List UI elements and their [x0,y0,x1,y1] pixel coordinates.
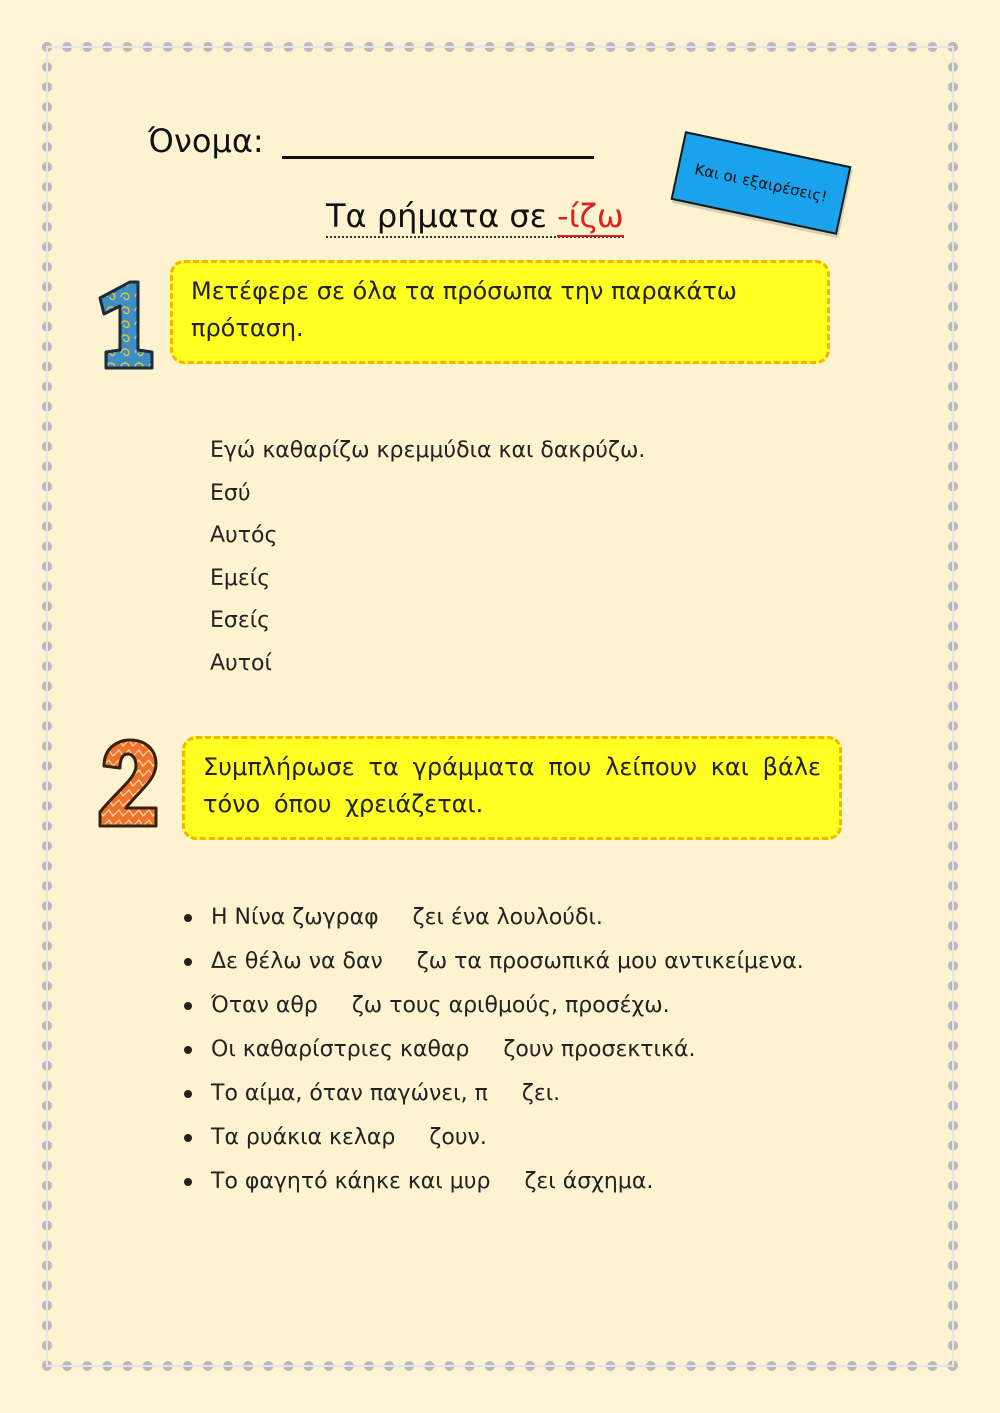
fill-in-item [180,1160,804,1204]
sentence-line[interactable]: Εμείς [210,565,271,591]
item-text-before: Η Νίνα ζωγραφ [211,905,379,930]
name-label: Όνομα: [148,122,264,160]
item-text-before: Το αίμα, όταν παγώνει, π [211,1081,488,1106]
fill-in-item [180,1116,804,1160]
sentence-line[interactable]: Αυτοί [210,650,272,676]
name-field-line[interactable] [282,156,594,159]
fill-in-item [180,896,804,940]
fill-in-item [180,1072,804,1116]
title-suffix: -ίζω [557,197,624,235]
item-text-after: ζει. [521,1081,561,1106]
fill-in-item [180,940,804,984]
number-two-icon [96,738,160,830]
item-text-after: ζουν. [429,1125,487,1150]
sentence-line: Εγώ καθαρίζω κρεμμύδια και δακρύζω. [210,438,646,463]
exercise-2-instruction: Συμπλήρωσε τα γράμματα που λείπουν και βάλε τόνο όπου χρειάζεται. [203,753,821,818]
item-text-before: Όταν αθρ [211,993,318,1018]
item-text-after: ζω τα προσωπικά μου αντικείμενα. [416,949,804,974]
item-text-before: Το φαγητό κάηκε και μυρ [211,1169,491,1194]
exercise-2-instruction-box [182,736,842,840]
item-text-after: ζει ένα λουλούδι. [412,905,603,930]
exercise-2-list [180,896,804,1204]
fill-in-item [180,984,804,1028]
item-text-before: Τα ρυάκια κελαρ [211,1125,396,1150]
fill-in-item [180,1028,804,1072]
item-text-after: ζουν προσεκτικά. [503,1037,696,1062]
item-text-before: Οι καθαρίστριες καθαρ [211,1037,470,1062]
item-text-after: ζω τους αριθμούς, προσέχω. [351,993,670,1018]
exceptions-tag-text: Και οι εξαιρέσεις! [693,160,829,206]
exercise-1-instruction: Μετέφερε σε όλα τα πρόσωπα την παρακάτω πρόταση. [191,277,737,342]
exercise-1-instruction-box [170,260,830,364]
number-one-icon [90,276,160,372]
item-text-before: Δε θέλω να δαν [211,949,383,974]
sentence-line[interactable]: Αυτός [210,523,278,548]
worksheet-title [326,196,624,238]
title-main: Τα ρήματα σε [326,197,558,235]
exercise-1-sentence-list [210,430,645,685]
item-text-after: ζει άσχημα. [524,1169,654,1194]
sentence-line[interactable]: Εσείς [210,608,271,633]
sentence-line[interactable]: Εσύ [210,480,251,506]
